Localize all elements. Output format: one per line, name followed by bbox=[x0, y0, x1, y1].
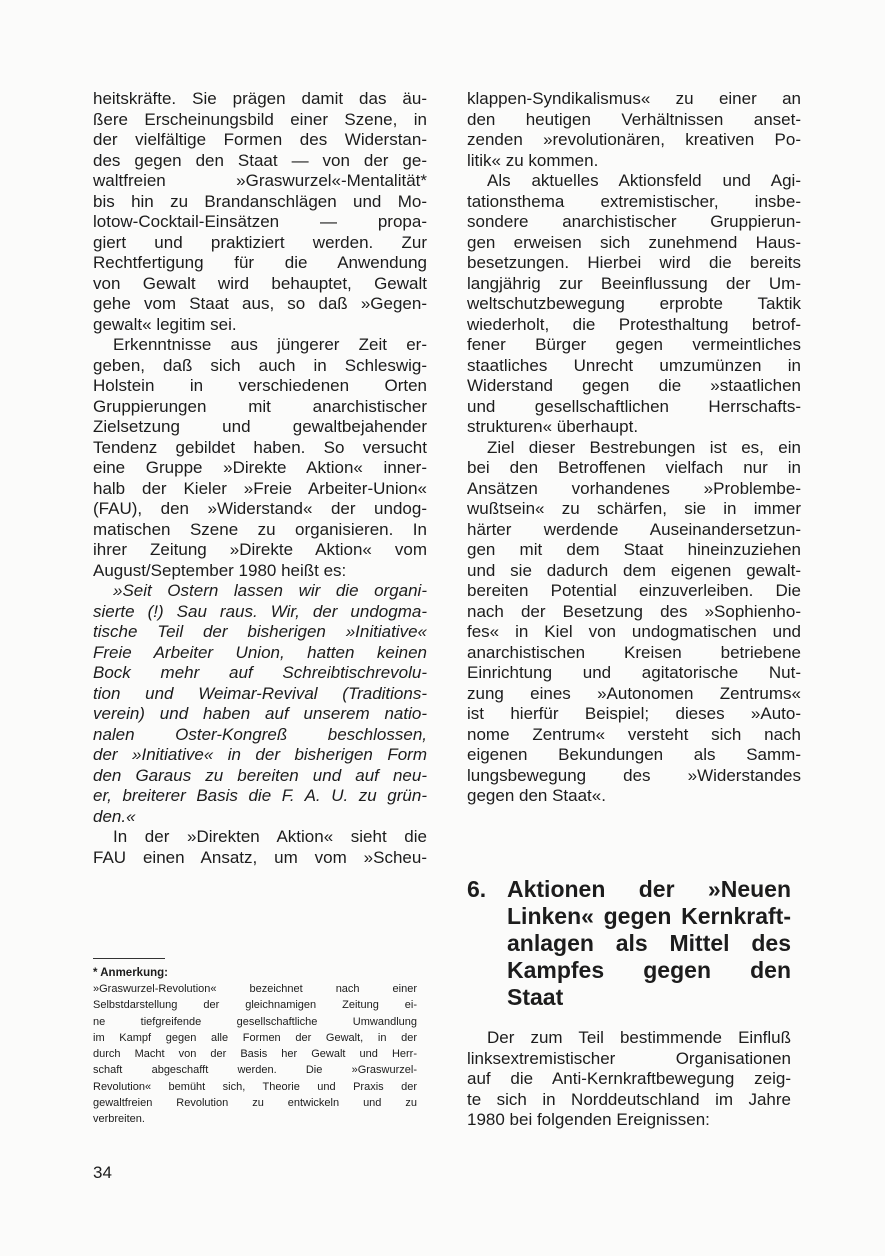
text-line: linksextremistischer Organisationen bbox=[467, 1048, 791, 1068]
left-column bbox=[93, 89, 427, 868]
text-line: von Gewalt wird behauptet, Gewalt bbox=[93, 273, 427, 293]
text-line: der vielfältige Formen des Widerstan- bbox=[93, 130, 427, 149]
page-number: 34 bbox=[93, 1163, 112, 1182]
text-line: wußtsein« zu schärfen, sie in immer bbox=[467, 499, 801, 518]
text-line: te sich in Norddeutschland im Jahre bbox=[467, 1089, 791, 1109]
text-line: Widerstand gegen die »staatlichen bbox=[467, 376, 801, 395]
text-line: strukturen« überhaupt. bbox=[467, 417, 639, 436]
text-line: bereiten Potential einzuverleiben. Die bbox=[467, 581, 801, 600]
text-line: Ziel dieser Bestrebungen ist es, ein bbox=[487, 437, 801, 457]
quote-line: Freie Arbeiter Union, hatten keinen bbox=[93, 642, 427, 662]
footnote-divider bbox=[93, 958, 165, 959]
text-line: zung eines »Autonomen Zentrums« bbox=[467, 683, 801, 703]
text-line: langjährig zur Beeinflussung der Um- bbox=[467, 273, 801, 293]
text-line: Holstein in verschiedenen Orten bbox=[93, 376, 427, 395]
footnote-line: durch Macht von der Basis her Gewalt und Herr- bbox=[93, 1048, 417, 1061]
text-line: lungsbewegung des »Widerstandes bbox=[467, 765, 801, 785]
text-line: geben, daß sich auch in Schleswig- bbox=[93, 355, 427, 375]
footnote-title: * Anmerkung: bbox=[93, 967, 168, 979]
text-line: weltschutzbewegung erprobte Taktik bbox=[467, 294, 801, 313]
text-line: eigenen Bekundungen als Samm- bbox=[467, 745, 801, 764]
quote-line: tische Teil der bisherigen »Initiative« bbox=[93, 622, 427, 641]
section-heading bbox=[467, 876, 791, 1011]
text-line: den heutigen Verhältnissen anset- bbox=[467, 109, 801, 129]
text-line: besetzungen. Hierbei wird die bereits bbox=[467, 253, 801, 272]
text-line: litik« zu kommen. bbox=[467, 150, 599, 170]
text-line: härter werdende Auseinandersetzun- bbox=[467, 519, 801, 539]
text-line: eine Gruppe »Direkte Aktion« inner- bbox=[93, 458, 427, 477]
text-line: fener Bürger gegen vermeintliches bbox=[467, 335, 801, 354]
quote-line: er, breiterer Basis die F. A. U. zu grün- bbox=[93, 786, 427, 805]
text-line: Erkenntnisse aus jüngerer Zeit er- bbox=[113, 335, 427, 354]
text-line: 1980 bei folgenden Ereignissen: bbox=[467, 1110, 710, 1129]
footnote-line: gewaltfreien Revolution zu entwickeln und zu bbox=[93, 1097, 417, 1110]
text-line: heitskräfte. Sie prägen damit das äu- bbox=[93, 89, 427, 108]
heading-line: Linken« gegen Kernkraft- bbox=[507, 903, 791, 929]
section-paragraph bbox=[467, 1028, 791, 1131]
quote-line: tion und Weimar-Revival (Traditions- bbox=[93, 683, 427, 703]
text-line: waltfreien »Graswurzel«-Mentalität* bbox=[93, 171, 427, 190]
footnote-line: »Graswurzel-Revolution« bezeichnet nach einer bbox=[93, 983, 417, 995]
text-line: August/September 1980 heißt es: bbox=[93, 560, 347, 580]
heading-line: anlagen als Mittel des bbox=[507, 930, 791, 956]
text-line: matischen Szene zu organisieren. In bbox=[93, 519, 427, 539]
quote-line: den.« bbox=[93, 806, 136, 826]
text-line: Ansätzen vorhandenes »Problembe- bbox=[467, 478, 801, 498]
text-line: halb der Kieler »Freie Arbeiter-Union« bbox=[93, 478, 427, 498]
footnote bbox=[93, 965, 417, 1128]
quote-line: den Garaus zu bereiten und auf neu- bbox=[93, 765, 427, 785]
text-line: und sie dadurch dem eigenen gewalt- bbox=[467, 560, 801, 580]
quote-line: sierte (!) Sau raus. Wir, der undogma- bbox=[93, 601, 427, 621]
text-line: klappen-Syndikalismus« zu einer an bbox=[467, 89, 801, 108]
text-line: giert und praktiziert werden. Zur bbox=[93, 232, 427, 252]
text-line: auf die Anti-Kernkraftbewegung zeig- bbox=[467, 1069, 791, 1088]
text-line: gewalt« legitim sei. bbox=[93, 314, 237, 334]
heading-line: Aktionen der »Neuen bbox=[507, 876, 791, 902]
text-line: FAU einen Ansatz, um vom »Scheu- bbox=[93, 847, 427, 867]
text-line: anarchistischen Kreisen betriebene bbox=[467, 642, 801, 662]
section-number: 6. bbox=[467, 876, 487, 902]
text-line: nach der Besetzung des »Sophienho- bbox=[467, 601, 801, 621]
text-line: ßere Erscheinungsbild einer Szene, in bbox=[93, 109, 427, 129]
text-line: Tendenz gebildet haben. So versucht bbox=[93, 437, 427, 457]
text-line: gegen den Staat«. bbox=[467, 786, 606, 805]
footnote-line: im Kampf gegen alle Formen der Gewalt, in der bbox=[93, 1031, 417, 1044]
quote-line: nalen Oster-Kongreß beschlossen, bbox=[93, 724, 427, 744]
right-column bbox=[467, 89, 801, 807]
text-line: lotow-Cocktail-Einsätzen — propa- bbox=[93, 212, 427, 231]
text-line: Der zum Teil bestimmende Einfluß bbox=[487, 1028, 791, 1047]
text-line: tationsthema extremistischer, insbe- bbox=[467, 191, 801, 211]
footnote-line: Selbstdarstellung der gleichnamigen Zeitung ei- bbox=[93, 999, 417, 1012]
footnote-line: Revolution« bemüht sich, Theorie und Praxis der bbox=[93, 1080, 417, 1093]
heading-line: Staat bbox=[507, 984, 564, 1010]
text-line: ihrer Zeitung »Direkte Aktion« vom bbox=[93, 540, 427, 559]
text-line: und gesellschaftlichen Herrschafts- bbox=[467, 396, 801, 416]
footnote-line: schaft abgeschafft werden. Die »Graswurzel- bbox=[93, 1064, 417, 1077]
footnote-line: verbreiten. bbox=[93, 1113, 145, 1126]
footnote-line: ne tiefgreifende gesellschaftliche Umwandlung bbox=[93, 1015, 417, 1028]
heading-line: Kampfes gegen den bbox=[507, 957, 791, 983]
text-line: ist hierfür Beispiel; dieses »Auto- bbox=[467, 704, 801, 723]
text-line: gen erweisen sich zunehmend Haus- bbox=[467, 232, 801, 252]
text-line: bei den Betroffenen vielfach nur in bbox=[467, 458, 801, 477]
quote-line: »Seit Ostern lassen wir die organi- bbox=[113, 581, 427, 600]
text-line: des gegen den Staat — von der ge- bbox=[93, 150, 427, 170]
text-line: gen mit dem Staat hineinzuziehen bbox=[467, 540, 801, 559]
quote-line: der »Initiative« in der bisherigen Form bbox=[93, 745, 427, 764]
text-line: (FAU), den »Widerstand« der undog- bbox=[93, 499, 427, 518]
text-line: gehe vom Staat aus, so daß »Gegen- bbox=[93, 294, 427, 313]
text-line: nome Zentrum« versteht sich nach bbox=[467, 724, 801, 744]
text-line: staatliches Unrecht umzumünzen in bbox=[467, 355, 801, 375]
text-line: fes« in Kiel von undogmatischen und bbox=[467, 622, 801, 641]
text-line: In der »Direkten Aktion« sieht die bbox=[113, 827, 427, 846]
quote-line: verein) und haben auf unserem natio- bbox=[93, 704, 427, 723]
text-line: Einrichtung und agitatorische Nut- bbox=[467, 663, 801, 682]
text-line: bis hin zu Brandanschlägen und Mo- bbox=[93, 191, 427, 211]
text-line: Zielsetzung und gewaltbejahender bbox=[93, 417, 427, 436]
quote-line: Bock mehr auf Schreibtischrevolu- bbox=[93, 663, 427, 682]
text-line: sondere anarchistischer Gruppierun- bbox=[467, 212, 801, 231]
text-line: Als aktuelles Aktionsfeld und Agi- bbox=[487, 171, 801, 190]
text-line: Rechtfertigung für die Anwendung bbox=[93, 253, 427, 272]
text-line: Gruppierungen mit anarchistischer bbox=[93, 396, 427, 416]
text-line: zenden »revolutionären, kreativen Po- bbox=[467, 130, 801, 149]
text-line: wiederholt, die Protesthaltung betrof- bbox=[467, 314, 801, 334]
